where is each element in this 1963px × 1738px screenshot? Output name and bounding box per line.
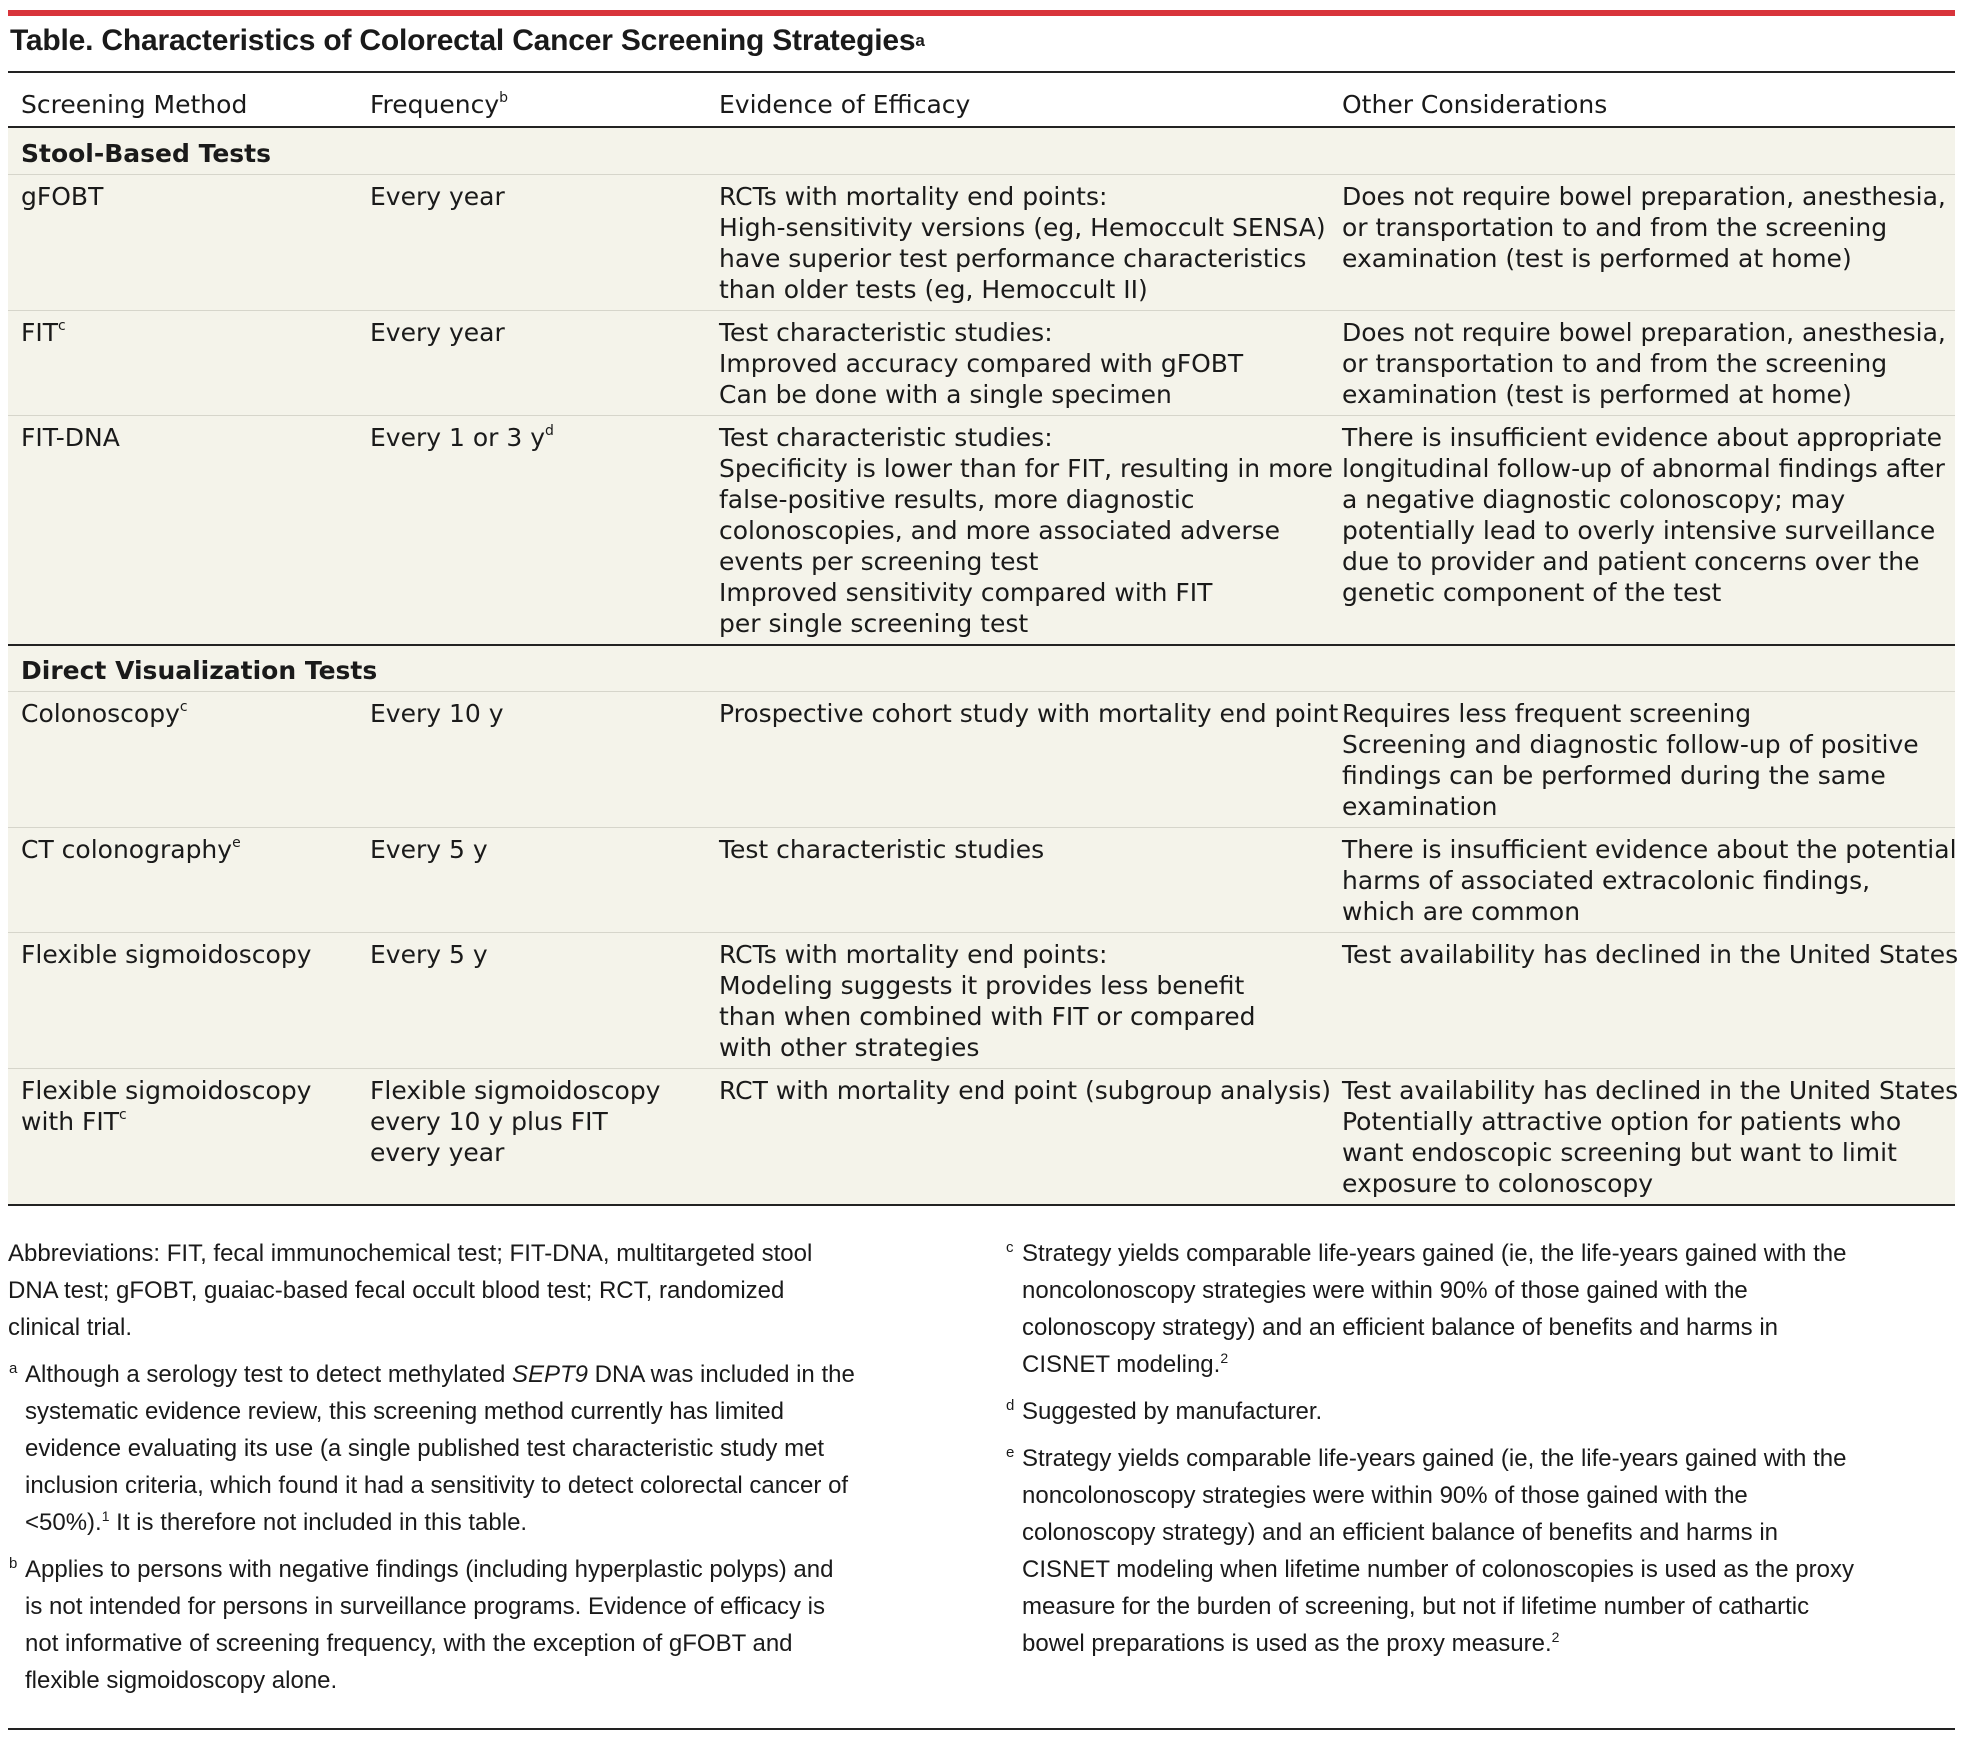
footnote-line: measure for the burden of screening, but not if lifetime number of cathartic (1022, 1593, 1810, 1620)
cell-line: Test availability has declined in the United States (1342, 1076, 1959, 1105)
cell-line: colonoscopies, and more associated adverse (719, 516, 1281, 545)
cell-frequency (357, 1069, 706, 1206)
cell-line: There is insufficient evidence about the potential (1342, 835, 1957, 864)
footnote-line: colonoscopy strategy) and an efficient balance of benefits and harms in (1022, 1519, 1779, 1546)
cell-other-considerations (1329, 828, 1955, 933)
cell-line: RCTs with mortality end points: (719, 940, 1108, 969)
cell-line: want endoscopic screening but want to limit (1342, 1138, 1897, 1167)
cell-line: every 10 y plus FIT (370, 1107, 608, 1136)
table-row (8, 311, 1955, 416)
cell-other-considerations (1329, 311, 1955, 416)
cell-line: which are common (1342, 897, 1581, 926)
cell-screening-method (8, 175, 357, 311)
cell-line: a negative diagnostic colonoscopy; may (1342, 485, 1846, 514)
footnote-d (1005, 1393, 1955, 1430)
cell-frequency (357, 692, 706, 828)
footnote-mark: c (1006, 1239, 1014, 1256)
table-title: Table. Characteristics of Colorectal Cancer Screening Strategies$^a$ (10, 24, 925, 57)
footnote-line: inclusion criteria, which found it had a sensitivity to detect colorectal cancer of (25, 1472, 849, 1499)
header-evidence: Evidence of Efficacy (706, 80, 1329, 127)
bottom-rule (8, 1728, 1955, 1730)
abbreviations-line: DNA test; gFOBT, guaiac-based fecal occult blood test; RCT, randomized (8, 1277, 785, 1304)
footnote-e (1005, 1440, 1955, 1662)
footnote-a (8, 1356, 968, 1541)
footnote-ref: c (119, 1106, 127, 1123)
footnote-ref: d (545, 422, 554, 439)
table-row (8, 1069, 1955, 1206)
cell-line: Improved accuracy compared with gFOBT (719, 349, 1244, 378)
cell-line: Does not require bowel preparation, anesthesia, (1342, 318, 1946, 347)
table-row (8, 933, 1955, 1069)
cell-line: RCTs with mortality end points: (719, 182, 1108, 211)
cell-line: Colonoscopy$^c$ (21, 698, 188, 728)
cell-line: Does not require bowel preparation, anesthesia, (1342, 182, 1946, 211)
cell-line: per single screening test (719, 609, 1029, 638)
cell-line: There is insufficient evidence about appropriate (1342, 423, 1943, 452)
footnote-line: systematic evidence review, this screening method currently has limited (25, 1398, 784, 1425)
section-row-stool (8, 127, 1955, 175)
cell-screening-method (8, 1069, 357, 1206)
cell-evidence (706, 828, 1329, 933)
cell-line: false-positive results, more diagnostic (719, 485, 1195, 514)
cell-line: Can be done with a single specimen (719, 380, 1172, 409)
cell-line: every year (370, 1138, 505, 1167)
cell-other-considerations (1329, 175, 1955, 311)
footnote-mark: e (1006, 1444, 1015, 1461)
cell-line: than when combined with FIT or compared (719, 1002, 1256, 1031)
title-rule (8, 71, 1955, 73)
cell-frequency (357, 175, 706, 311)
cell-line: exposure to colonoscopy (1342, 1169, 1654, 1198)
cell-line: Every 10 y (370, 699, 504, 728)
table-row (8, 828, 1955, 933)
cell-line: Specificity is lower than for FIT, resulting in more (719, 454, 1333, 483)
footnotes-left (8, 1235, 968, 1709)
section-title-direct: Direct Visualization Tests (8, 645, 1955, 692)
cell-screening-method (8, 828, 357, 933)
cell-line: Every 5 y (370, 835, 488, 864)
cell-line: Requires less frequent screening (1342, 699, 1752, 728)
cell-line: Every year (370, 318, 505, 347)
cell-line: examination (1342, 792, 1498, 821)
footnote-line: colonoscopy strategy) and an efficient balance of benefits and harms in (1022, 1314, 1779, 1341)
cell-line: than older tests (eg, Hemoccult II) (719, 275, 1148, 304)
cell-evidence (706, 416, 1333, 646)
table-row (8, 692, 1955, 828)
header-frequency: Frequency$^b$ (357, 80, 706, 127)
footnote-c (1005, 1235, 1955, 1383)
footnote-mark: d (1006, 1397, 1015, 1414)
cell-other-considerations (1329, 416, 1955, 646)
cell-line: Every 1 or 3 $y^d$ (370, 422, 554, 452)
abbreviations-line: Abbreviations: FIT, fecal immunochemical test; FIT-DNA, multitargeted stool (8, 1240, 813, 1267)
cell-line: RCT with mortality end point (subgroup analysis) (719, 1076, 1332, 1105)
cell-screening-method (8, 692, 357, 828)
cell-line: Modeling suggests it provides less benefit (719, 971, 1245, 1000)
header-screening-method: Screening Method (8, 80, 357, 127)
cell-line: Flexible sigmoidoscopy (21, 940, 312, 969)
footnote-line: flexible sigmoidoscopy alone. (25, 1667, 338, 1694)
abbreviations-line: clinical trial. (8, 1314, 133, 1341)
footnote-line: is not intended for persons in surveillance programs. Evidence of efficacy is (25, 1593, 825, 1620)
table-row (8, 416, 1955, 646)
footnote-line: Strategy yields comparable life-years gained (ie, the life-years gained with the (1022, 1445, 1847, 1472)
screening-strategies-table (8, 80, 1959, 1206)
footnote-line: Although a serology test to detect methylated SEPT9 DNA was included in the (25, 1361, 855, 1388)
cell-line: gFOBT (21, 182, 104, 211)
cell-line: findings can be performed during the same (1342, 761, 1886, 790)
footnote-line: Strategy yields comparable life-years gained (ie, the life-years gained with the (1022, 1240, 1847, 1267)
cell-line: examination (test is performed at home) (1342, 380, 1852, 409)
cell-line: FIT-DNA (21, 423, 120, 452)
footnote-line: Applies to persons with negative findings (including hyperplastic polyps) and (25, 1556, 834, 1583)
cell-evidence (706, 175, 1329, 311)
cell-line: with FIT$^c$ (21, 1106, 127, 1136)
cell-other-considerations (1329, 1069, 1959, 1206)
footnotes-right (1005, 1235, 1955, 1672)
cell-line: Flexible sigmoidoscopy (21, 1076, 312, 1105)
footnote-b (8, 1551, 968, 1699)
cell-line: Potentially attractive option for patients who (1342, 1107, 1902, 1136)
cell-line: or transportation to and from the screening (1342, 213, 1888, 242)
footnote-line: noncolonoscopy strategies were within 90% of those gained with the (1022, 1482, 1748, 1509)
cell-line: Test characteristic studies (719, 835, 1045, 864)
cell-line: Screening and diagnostic follow-up of positive (1342, 730, 1919, 759)
cell-line: Every 5 y (370, 940, 488, 969)
footnote-line: evidence evaluating its use (a single published test characteristic study met (25, 1435, 825, 1462)
section-row-direct (8, 645, 1955, 692)
cell-line: examination (test is performed at home) (1342, 244, 1852, 273)
cell-line: Every year (370, 182, 505, 211)
footnote-line: CISNET modeling when lifetime number of colonoscopies is used as the proxy (1022, 1556, 1854, 1583)
cell-evidence (706, 933, 1329, 1069)
cell-line: have superior test performance characteristics (719, 244, 1307, 273)
footnote-mark: b (9, 1555, 18, 1572)
cell-line: CT colonography$^e$ (21, 834, 241, 864)
cell-line: FIT$^c$ (21, 317, 66, 347)
cell-other-considerations (1329, 692, 1955, 828)
cell-screening-method (8, 933, 357, 1069)
cell-line: with other strategies (719, 1033, 980, 1062)
footnote-line: bowel preparations is used as the proxy measure.$^2$ (1022, 1629, 1560, 1657)
cell-evidence (706, 1069, 1332, 1206)
table-row (8, 175, 1955, 311)
cell-line: genetic component of the test (1342, 578, 1722, 607)
footnote-line: <50%).$^1$ It is therefore not included in this table. (25, 1508, 528, 1536)
cell-frequency (357, 828, 706, 933)
cell-line: Test availability has declined in the United States (1342, 940, 1959, 969)
cell-evidence (706, 311, 1329, 416)
cell-line: harms of associated extracolonic findings, (1342, 866, 1871, 895)
cell-line: Test characteristic studies: (719, 423, 1053, 452)
abbreviations-note (8, 1235, 968, 1346)
cell-frequency (357, 416, 706, 646)
cell-frequency (357, 311, 706, 416)
footnote-line: CISNET modeling.$^2$ (1022, 1350, 1229, 1378)
cell-screening-method (8, 311, 357, 416)
cell-line: longitudinal follow-up of abnormal findings after (1342, 454, 1945, 483)
footnote-line: noncolonoscopy strategies were within 90% of those gained with the (1022, 1277, 1748, 1304)
cell-line: or transportation to and from the screening (1342, 349, 1888, 378)
cell-line: Test characteristic studies: (719, 318, 1053, 347)
cell-other-considerations (1329, 933, 1959, 1069)
cell-line: Improved sensitivity compared with FIT (719, 578, 1213, 607)
footnote-line: Suggested by manufacturer. (1022, 1398, 1323, 1425)
accent-bar (8, 10, 1955, 16)
section-title-stool: Stool-Based Tests (21, 139, 272, 168)
header-other-considerations: Other Considerations (1329, 80, 1955, 127)
cell-line: events per screening test (719, 547, 1039, 576)
table-header-row (8, 80, 1955, 127)
cell-frequency (357, 933, 706, 1069)
footnote-line: not informative of screening frequency, with the exception of gFOBT and (25, 1630, 793, 1657)
cell-evidence (706, 692, 1339, 828)
cell-line: Prospective cohort study with mortality end point (719, 699, 1339, 728)
footnote-ref: c (179, 698, 188, 715)
footnote-ref: c (58, 317, 66, 334)
footnote-ref: e (232, 834, 241, 851)
cell-line: Flexible sigmoidoscopy (370, 1076, 661, 1105)
cell-line: due to provider and patient concerns over the (1342, 547, 1920, 576)
cell-line: High-sensitivity versions (eg, Hemoccult SENSA) (719, 213, 1326, 242)
cell-line: potentially lead to overly intensive surveillance (1342, 516, 1936, 545)
footnote-mark: a (9, 1360, 18, 1377)
cell-screening-method (8, 416, 357, 646)
